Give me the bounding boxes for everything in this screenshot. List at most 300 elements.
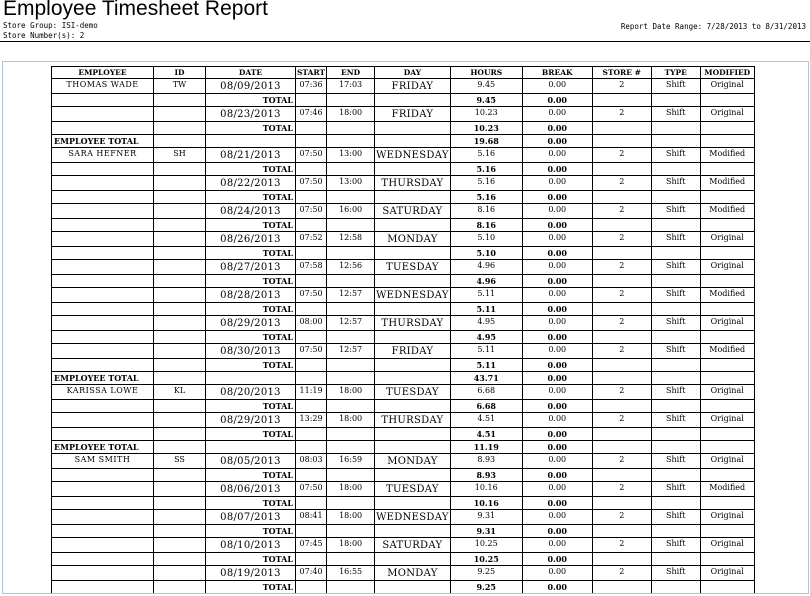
total-hours: 9.45 [450,94,522,107]
blank [154,497,206,510]
shift-row [52,204,755,219]
shift-end: 18:00 [327,482,375,497]
blank [52,247,154,260]
total-hours: 10.16 [450,497,522,510]
shift-modified: Modified [700,482,754,497]
shift-start: 07:46 [296,107,327,122]
shift-store: 2 [592,385,651,400]
shift-row [52,176,755,191]
blank [375,219,451,232]
shift-type: Shift [651,107,700,122]
shift-store: 2 [592,148,651,163]
shift-break: 0.00 [522,232,592,247]
col-end: END [327,67,375,79]
blank [327,469,375,482]
shift-day: WEDNESDAY [376,289,449,301]
employee-id-empty [154,107,206,122]
shift-hours: 10.23 [450,107,522,122]
shift-row [52,107,755,122]
shift-start: 07:40 [296,566,327,581]
shift-store: 2 [592,413,651,428]
shift-end: 18:00 [327,107,375,122]
shift-break: 0.00 [522,288,592,303]
shift-hours: 4.51 [450,413,522,428]
col-break: BREAK [522,67,592,79]
shift-store: 2 [592,176,651,191]
blank [592,135,651,148]
shift-modified: Original [700,510,754,525]
blank [154,441,206,454]
blank [154,275,206,288]
shift-modified: Original [700,385,754,400]
total-hours: 5.11 [450,359,522,372]
employee-name-empty [52,107,154,122]
shift-date: 08/29/2013 [206,413,296,428]
total-break: 0.00 [522,497,592,510]
shift-break: 0.00 [522,344,592,359]
employee-name: SARA HEFNER [52,148,154,163]
shift-hours: 5.11 [450,288,522,303]
total-break: 0.00 [522,553,592,566]
blank [651,428,700,441]
shift-date: 08/28/2013 [206,288,296,303]
blank [375,553,451,566]
employee-total-row [52,372,755,385]
blank [327,191,375,204]
shift-hours: 10.16 [450,482,522,497]
total-label: TOTAL [206,247,296,260]
blank [154,372,206,385]
shift-date: 08/05/2013 [206,454,296,469]
shift-total-row [52,428,755,441]
shift-date: 08/24/2013 [206,204,296,219]
shift-hours: 9.31 [450,510,522,525]
blank [154,135,206,148]
shift-day: WEDNESDAY [376,149,449,161]
total-hours: 5.10 [450,247,522,260]
shift-store: 2 [592,454,651,469]
shift-total-row [52,163,755,176]
shift-start: 07:50 [296,344,327,359]
blank [154,359,206,372]
total-hours: 10.23 [450,122,522,135]
blank [296,441,327,454]
shift-start: 07:52 [296,232,327,247]
blank [154,581,206,594]
total-break: 0.00 [522,94,592,107]
shift-total-row [52,247,755,260]
shift-row [52,510,755,525]
blank [296,122,327,135]
employee-id-empty [154,482,206,497]
blank [651,163,700,176]
total-label: TOTAL [206,428,296,441]
total-hours: 5.11 [450,303,522,316]
shift-modified: Original [700,413,754,428]
blank [375,275,451,288]
shift-end: 16:00 [327,204,375,219]
blank [296,400,327,413]
blank [375,525,451,538]
blank [327,441,375,454]
shift-type: Shift [651,79,700,94]
total-hours: 9.31 [450,525,522,538]
shift-type: Shift [651,148,700,163]
shift-end: 17:03 [327,79,375,94]
employee-total-label: EMPLOYEE TOTAL [52,372,154,385]
shift-row [52,260,755,275]
blank [327,359,375,372]
shift-total-row [52,469,755,482]
blank [651,372,700,385]
blank [700,163,754,176]
blank [592,525,651,538]
shift-date: 08/27/2013 [206,260,296,275]
blank [700,275,754,288]
shift-day: THURSDAY [375,413,451,428]
shift-end: 16:55 [327,566,375,581]
total-label: TOTAL [206,497,296,510]
blank [327,303,375,316]
blank [154,428,206,441]
store-group: Store Group: ISI-demo [3,21,98,30]
blank [52,191,154,204]
shift-hours: 10.25 [450,538,522,553]
shift-modified: Original [700,316,754,331]
blank [52,400,154,413]
blank [592,331,651,344]
shift-store: 2 [592,482,651,497]
total-hours: 6.68 [450,400,522,413]
shift-row [52,538,755,553]
shift-row [52,385,755,400]
blank [154,94,206,107]
employee-id-empty [154,260,206,275]
shift-hours: 5.16 [450,148,522,163]
blank [700,219,754,232]
total-hours: 8.16 [450,219,522,232]
blank [592,163,651,176]
shift-end: 12:57 [327,316,375,331]
shift-total-row [52,400,755,413]
shift-modified: Modified [700,148,754,163]
total-break: 0.00 [522,469,592,482]
blank [651,303,700,316]
blank [52,359,154,372]
shift-type: Shift [651,204,700,219]
table-body [52,79,755,594]
blank [592,441,651,454]
blank [296,163,327,176]
shift-day: TUESDAY [375,260,451,275]
blank [375,247,451,260]
shift-break: 0.00 [522,79,592,94]
shift-end: 12:57 [327,344,375,359]
blank [700,94,754,107]
col-start: START [297,68,326,77]
employee-total-label: EMPLOYEE TOTAL [52,441,154,454]
total-label: TOTAL [206,275,296,288]
blank [296,469,327,482]
shift-end: 13:00 [327,176,375,191]
total-break: 0.00 [522,191,592,204]
total-break: 0.00 [522,122,592,135]
employee-id: SS [154,454,206,469]
shift-type: Shift [651,260,700,275]
shift-end: 12:56 [327,260,375,275]
shift-row [52,148,755,163]
report-frame[interactable] [2,61,809,594]
blank [651,553,700,566]
shift-store: 2 [592,204,651,219]
shift-hours: 5.11 [450,344,522,359]
employee-name-empty [52,204,154,219]
shift-break: 0.00 [522,176,592,191]
header-divider [0,41,810,42]
shift-row [52,288,755,303]
col-store: STORE # [592,67,651,79]
shift-break: 0.00 [522,107,592,122]
blank [700,247,754,260]
shift-start: 07:58 [296,260,327,275]
shift-end: 18:00 [327,413,375,428]
total-label: TOTAL [206,553,296,566]
total-label: TOTAL [206,359,296,372]
blank [154,247,206,260]
employee-name-empty [52,288,154,303]
shift-start: 07:50 [296,148,327,163]
shift-total-row [52,497,755,510]
blank [651,219,700,232]
employee-name-empty [52,232,154,247]
blank [651,247,700,260]
blank [375,372,451,385]
blank [296,219,327,232]
blank [592,553,651,566]
shift-modified: Original [700,566,754,581]
blank [327,219,375,232]
blank [154,469,206,482]
shift-store: 2 [592,538,651,553]
total-hours: 10.25 [450,553,522,566]
shift-store: 2 [592,566,651,581]
shift-store: 2 [592,510,651,525]
shift-day: THURSDAY [375,176,451,191]
shift-day: TUESDAY [375,482,451,497]
employee-name-empty [52,344,154,359]
blank [592,247,651,260]
shift-type: Shift [651,454,700,469]
shift-type: Shift [651,385,700,400]
shift-start: 07:50 [296,176,327,191]
blank [651,359,700,372]
blank [592,122,651,135]
employee-name-empty [52,510,154,525]
blank [700,400,754,413]
employee-name: KARISSA LOWE [52,385,154,400]
shift-modified: Modified [700,176,754,191]
total-label: TOTAL [206,581,296,594]
shift-row [52,232,755,247]
total-break: 0.00 [522,525,592,538]
total-break: 0.00 [522,359,592,372]
blank [327,247,375,260]
blank [296,303,327,316]
blank [375,122,451,135]
total-break: 0.00 [522,400,592,413]
total-label: TOTAL [206,191,296,204]
col-id: ID [154,67,206,79]
blank [375,581,451,594]
total-label: TOTAL [206,163,296,176]
shift-date: 08/26/2013 [206,232,296,247]
blank [296,497,327,510]
shift-break: 0.00 [522,538,592,553]
shift-date: 08/06/2013 [206,482,296,497]
col-type: TYPE [651,67,700,79]
employee-id: TW [154,79,206,94]
shift-date: 08/20/2013 [206,385,296,400]
employee-id-empty [154,232,206,247]
shift-hours: 8.93 [450,454,522,469]
blank [700,553,754,566]
blank [327,497,375,510]
blank [327,135,375,148]
shift-date: 08/30/2013 [206,344,296,359]
shift-total-row [52,581,755,594]
shift-hours: 4.96 [450,260,522,275]
shift-start: 07:45 [296,538,327,553]
blank [296,331,327,344]
blank [296,247,327,260]
total-hours: 4.96 [450,275,522,288]
shift-modified: Modified [700,204,754,219]
shift-total-row [52,303,755,316]
total-label: TOTAL [206,400,296,413]
total-hours: 5.16 [450,163,522,176]
shift-modified: Modified [700,288,754,303]
shift-type: Shift [651,566,700,581]
shift-break: 0.00 [522,510,592,525]
blank [651,525,700,538]
shift-break: 0.00 [522,260,592,275]
employee-total-break: 0.00 [522,441,592,454]
employee-total-hours: 11.19 [450,441,522,454]
blank [651,497,700,510]
blank [52,428,154,441]
total-label: TOTAL [206,219,296,232]
blank [592,581,651,594]
shift-type: Shift [651,413,700,428]
blank [327,163,375,176]
shift-hours: 5.10 [450,232,522,247]
shift-day: SATURDAY [375,204,451,219]
employee-total-row [52,441,755,454]
blank [592,400,651,413]
col-modified: MODIFIED [700,67,754,79]
blank [700,122,754,135]
blank [651,400,700,413]
employee-total-hours: 19.68 [450,135,522,148]
shift-date: 08/10/2013 [206,538,296,553]
shift-store: 2 [592,232,651,247]
shift-type: Shift [651,232,700,247]
shift-day: FRIDAY [375,107,451,122]
shift-start: 08:00 [296,316,327,331]
employee-id: SH [154,148,206,163]
shift-start: 11:19 [296,385,327,400]
blank [700,469,754,482]
shift-end: 18:00 [327,510,375,525]
shift-type: Shift [651,288,700,303]
shift-start: 07:50 [296,288,327,303]
blank [327,525,375,538]
shift-type: Shift [651,482,700,497]
blank [296,581,327,594]
shift-modified: Original [700,538,754,553]
employee-total-row [52,135,755,148]
blank [206,135,296,148]
shift-modified: Original [700,260,754,275]
shift-day: TUESDAY [375,385,451,400]
shift-break: 0.00 [522,204,592,219]
blank [375,303,451,316]
blank [700,135,754,148]
shift-type: Shift [651,316,700,331]
shift-total-row [52,191,755,204]
shift-day: THURSDAY [375,316,451,331]
shift-start: 08:41 [296,510,327,525]
blank [592,469,651,482]
blank [296,372,327,385]
total-hours: 4.51 [450,428,522,441]
blank [296,359,327,372]
shift-row [52,344,755,359]
blank [651,441,700,454]
total-hours: 5.16 [450,191,522,204]
blank [154,331,206,344]
total-break: 0.00 [522,331,592,344]
shift-hours: 4.95 [450,316,522,331]
blank [375,441,451,454]
shift-row [52,566,755,581]
employee-id-empty [154,316,206,331]
blank [700,497,754,510]
shift-break: 0.00 [522,413,592,428]
shift-total-row [52,122,755,135]
employee-id: KL [154,385,206,400]
col-employee: EMPLOYEE [52,67,154,79]
shift-total-row [52,359,755,372]
employee-id-empty [154,204,206,219]
store-numbers: Store Number(s): 2 [3,31,85,40]
shift-date: 08/19/2013 [206,566,296,581]
blank [327,581,375,594]
shift-end: 12:57 [327,288,375,303]
total-label: TOTAL [206,525,296,538]
blank [375,135,451,148]
shift-day: WEDNESDAY [376,511,449,523]
employee-total-label: EMPLOYEE TOTAL [52,135,154,148]
total-break: 0.00 [522,275,592,288]
blank [700,359,754,372]
shift-modified: Original [700,232,754,247]
col-hours: HOURS [450,67,522,79]
shift-date: 08/21/2013 [206,148,296,163]
blank [154,122,206,135]
employee-id-empty [154,344,206,359]
blank [154,163,206,176]
